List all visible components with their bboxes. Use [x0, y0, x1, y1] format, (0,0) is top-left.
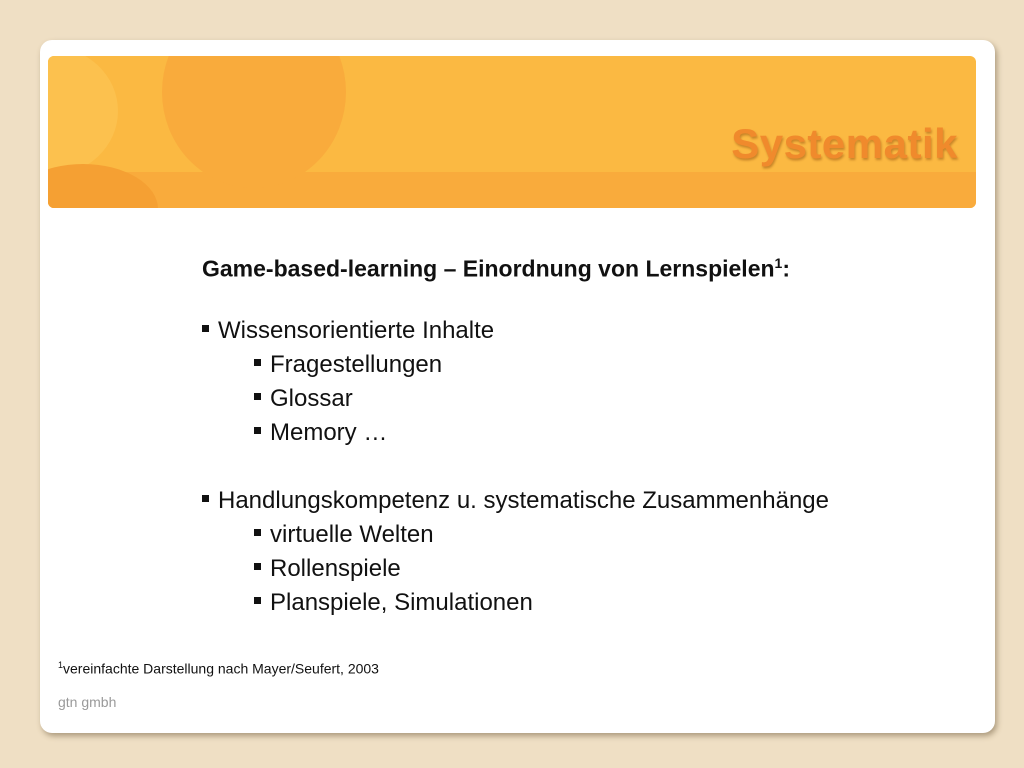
banner-decoration-circle [48, 56, 118, 176]
bullet-item [202, 314, 962, 348]
sub-bullet-item [202, 348, 962, 382]
sub-bullet-item [202, 552, 962, 586]
sub-bullet-item [202, 416, 962, 450]
bullet-text: Planspiele, Simulationen [270, 589, 533, 616]
square-bullet-icon [254, 393, 261, 400]
sub-bullet-item [202, 518, 962, 552]
footer-company: gtn gmbh [58, 694, 117, 710]
bullet-text: Memory … [270, 419, 388, 446]
square-bullet-icon [202, 495, 209, 502]
slide [40, 40, 995, 733]
square-bullet-icon [254, 563, 261, 570]
bullet-text: Wissensorientierte Inhalte [218, 317, 495, 344]
footnote [58, 660, 379, 677]
content-heading [202, 246, 962, 280]
square-bullet-icon [254, 529, 261, 536]
square-bullet-icon [254, 427, 261, 434]
bullet-text: Glossar [270, 385, 353, 412]
square-bullet-icon [202, 325, 209, 332]
header-banner [48, 56, 976, 208]
square-bullet-icon [254, 597, 261, 604]
bullet-item [202, 484, 962, 518]
banner-decoration-circle [162, 56, 346, 188]
sub-bullet-item [202, 586, 962, 620]
slide-title: Systematik [731, 120, 958, 167]
heading-footnote-mark: 1 [774, 255, 783, 271]
bullet-text: Rollenspiele [270, 555, 401, 582]
bullet-text: virtuelle Welten [270, 521, 434, 548]
slide-content [202, 246, 962, 620]
footnote-text: vereinfachte Darstellung nach Mayer/Seufert, 2003 [63, 660, 379, 677]
sub-bullet-item [202, 382, 962, 416]
heading-suffix: : [782, 255, 791, 282]
banner-band [48, 172, 976, 208]
footnote-mark: 1 [58, 660, 64, 670]
banner-decoration-circle [48, 164, 158, 208]
heading-text: Game-based-learning – Einordnung von Lernspielen [202, 255, 775, 282]
bullet-text: Handlungskompetenz u. systematische Zusammenhänge [218, 487, 829, 514]
square-bullet-icon [254, 359, 261, 366]
bullet-text: Fragestellungen [270, 351, 443, 378]
